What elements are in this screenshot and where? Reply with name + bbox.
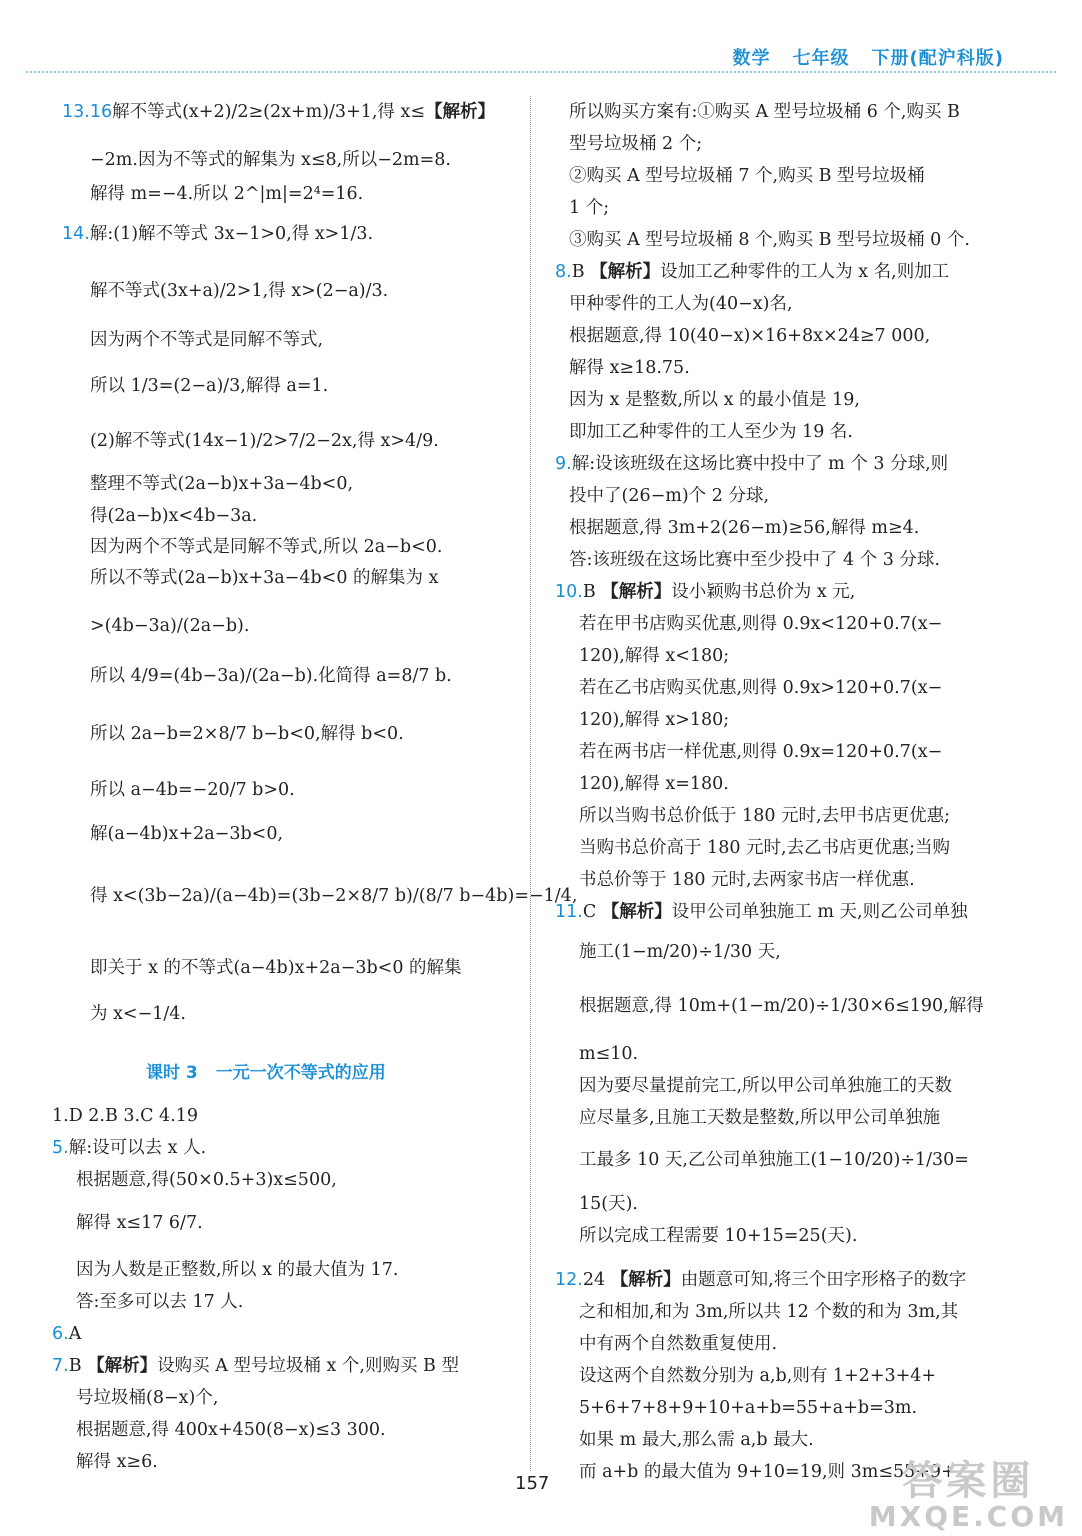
line-text: 根据题意,得 3m+2(26−m)≥56,解得 m≥4.	[569, 518, 920, 538]
line-text: 解不等式(x+2)/2≥(2x+m)/3+1,得 x≤	[112, 102, 426, 122]
line-text: 120),解得 x=180.	[579, 774, 729, 794]
section-title: 一元一次不等式的应用	[215, 1063, 386, 1083]
right-line	[569, 384, 860, 416]
line-text-cont: 设购买 A 型号垃圾桶 x 个,则购买 B 型	[157, 1356, 459, 1376]
line-text: 解得 m=−4.所以 2^|m|=2⁴=16.	[90, 184, 364, 204]
right-line	[569, 224, 970, 256]
line-text: 答:至多可以去 17 人.	[76, 1292, 244, 1312]
line-text: 若在两书店一样优惠,则得 0.9x=120+0.7(x−	[579, 742, 943, 762]
right-line	[579, 1102, 940, 1134]
right-line	[555, 1264, 966, 1296]
left-line	[90, 275, 388, 307]
analysis-tag: 【解析】	[87, 1356, 158, 1376]
line-text: C	[582, 902, 602, 922]
left-line	[76, 1164, 337, 1196]
item-number: 9.	[555, 454, 572, 474]
right-line	[579, 1360, 936, 1392]
line-text: 所以 1/3=(2−a)/3,解得 a=1.	[90, 376, 329, 396]
line-text: 得 x<(3b−2a)/(a−4b)=(3b−2×8/7 b)/(8/7 b−4b)=−1/4,	[90, 886, 578, 906]
header-volume: 下册(配沪科版)	[871, 48, 1004, 69]
right-line	[579, 936, 781, 968]
right-line	[579, 1038, 638, 1070]
line-text: 如果 m 最大,那么需 a,b 最大.	[579, 1430, 814, 1450]
left-line	[90, 425, 439, 457]
line-text: 所以 a−4b=−20/7 b>0.	[90, 780, 295, 800]
right-line	[569, 160, 925, 192]
line-text: 甲种零件的工人为(40−x)名,	[569, 294, 793, 314]
right-line	[579, 736, 942, 768]
line-text: 因为 x 是整数,所以 x 的最小值是 19,	[569, 390, 860, 410]
line-text: 应尽量多,且施工天数是整数,所以甲公司单独施	[579, 1108, 941, 1128]
right-line	[579, 864, 915, 896]
line-text: 若在乙书店购买优惠,则得 0.9x>120+0.7(x−	[579, 678, 943, 698]
line-text: 15(天).	[579, 1194, 638, 1214]
analysis-tag: 【解析】	[601, 902, 672, 922]
line-text: (2)解不等式(14x−1)/2>7/2−2x,得 x>4/9.	[90, 431, 439, 451]
right-line	[569, 480, 769, 512]
right-line	[579, 768, 729, 800]
left-line	[52, 1100, 198, 1132]
right-line	[569, 96, 960, 128]
right-line	[579, 1188, 638, 1220]
page-number: 157	[515, 1473, 550, 1494]
right-line	[579, 608, 942, 640]
right-line	[569, 416, 853, 448]
line-text-cont: 设甲公司单独施工 m 天,则乙公司单独	[671, 902, 968, 922]
right-line	[579, 1070, 952, 1102]
left-line	[62, 218, 373, 250]
line-text: B	[68, 1356, 88, 1376]
left-line	[52, 1132, 206, 1164]
line-text: 所以 4/9=(4b−3a)/(2a−b).化简得 a=8/7 b.	[90, 666, 452, 686]
left-line	[62, 96, 495, 128]
column-divider	[530, 96, 531, 1471]
line-text: 整理不等式(2a−b)x+3a−4b<0,	[90, 474, 354, 494]
right-line	[579, 1392, 917, 1424]
item-number: 10.	[555, 582, 583, 602]
right-line	[555, 448, 948, 480]
header-subject: 数学	[732, 48, 771, 69]
line-text: 所以完成工程需要 10+15=25(天).	[579, 1226, 858, 1246]
item-number: 12.	[555, 1270, 583, 1290]
line-text: 所以 2a−b=2×8/7 b−b<0,解得 b<0.	[90, 724, 404, 744]
line-text: m≤10.	[579, 1044, 639, 1064]
line-text: ②购买 A 型号垃圾桶 7 个,购买 B 型号垃圾桶	[569, 166, 925, 186]
line-text: 解得 x≥18.75.	[569, 358, 690, 378]
right-line	[569, 288, 793, 320]
line-text: 解:设该班级在这场比赛中投中了 m 个 3 分球,则	[571, 454, 949, 474]
left-line	[90, 660, 452, 692]
right-line	[569, 320, 930, 352]
left-line	[52, 1318, 81, 1350]
line-text: 工最多 10 天,乙公司单独施工(1−10/20)÷1/30=	[579, 1150, 969, 1170]
right-line	[555, 896, 968, 928]
left-line	[76, 1207, 203, 1239]
line-text: 书总价等于 180 元时,去两家书店一样优惠.	[579, 870, 915, 890]
line-text: 答:该班级在这场比赛中至少投中了 4 个 3 分球.	[569, 550, 940, 570]
left-line	[90, 718, 404, 750]
line-text: 当购书总价高于 180 元时,去乙书店更优惠;当购	[579, 838, 950, 858]
line-text: 1 个;	[569, 198, 610, 218]
line-text: 得(2a−b)x<4b−3a.	[90, 506, 258, 526]
header-grade: 七年级	[792, 48, 850, 69]
line-text-cont: 由题意可知,将三个田字形格子的数字	[680, 1270, 967, 1290]
line-text: 因为两个不等式是同解不等式,所以 2a−b<0.	[90, 537, 443, 557]
line-text: 1.D 2.B 3.C 4.19	[52, 1106, 199, 1126]
left-line	[76, 1446, 158, 1478]
line-text: 即关于 x 的不等式(a−4b)x+2a−3b<0 的解集	[90, 958, 462, 978]
item-number: 5.	[52, 1138, 69, 1158]
right-line	[579, 640, 729, 672]
watermark-line2: MXQE.COM	[868, 1500, 1068, 1533]
left-line	[90, 818, 283, 850]
line-text: 若在甲书店购买优惠,则得 0.9x<120+0.7(x−	[579, 614, 943, 634]
page-header	[711, 44, 1004, 70]
analysis-tag: 【解析】	[425, 102, 496, 122]
item-number: 8.	[555, 262, 572, 282]
item-number: 11.	[555, 902, 583, 922]
line-text: 型号垃圾桶 2 个;	[569, 134, 703, 154]
right-line	[569, 128, 702, 160]
left-line	[76, 1254, 398, 1286]
right-line	[579, 672, 942, 704]
section-label: 课时 3	[146, 1063, 198, 1083]
line-text: B	[571, 262, 591, 282]
right-line	[569, 352, 690, 384]
line-text-cont: 设加工乙种零件的工人为 x 名,则加工	[660, 262, 950, 282]
left-line	[90, 952, 462, 984]
watermark-line1: 答案圈	[902, 1458, 1035, 1504]
line-text: 解得 x≤17 6/7.	[76, 1213, 203, 1233]
line-text: ③购买 A 型号垃圾桶 8 个,购买 B 型号垃圾桶 0 个.	[569, 230, 970, 250]
header-divider	[26, 71, 1056, 73]
left-line	[90, 562, 438, 594]
line-text: −2m.因为不等式的解集为 x≤8,所以−2m=8.	[90, 150, 451, 170]
line-text: 所以购买方案有:①购买 A 型号垃圾桶 6 个,购买 B	[569, 102, 960, 122]
line-text: 根据题意,得 400x+450(8−x)≤3 300.	[76, 1420, 386, 1440]
line-text: 为 x<−1/4.	[90, 1004, 186, 1024]
left-line	[90, 880, 577, 912]
line-text: 120),解得 x>180;	[579, 710, 730, 730]
right-line	[555, 576, 855, 608]
line-text: 号垃圾桶(8−x)个,	[76, 1388, 219, 1408]
right-line	[569, 544, 940, 576]
line-text: 设这两个自然数分别为 a,b,则有 1+2+3+4+	[579, 1366, 937, 1386]
line-text: 解不等式(3x+a)/2>1,得 x>(2−a)/3.	[90, 281, 389, 301]
line-text: B	[582, 582, 602, 602]
line-text: 解得 x≥6.	[76, 1452, 158, 1472]
left-line	[90, 324, 323, 356]
left-line	[90, 531, 442, 563]
line-text: >(4b−3a)/(2a−b).	[90, 616, 250, 636]
line-text: 因为两个不等式是同解不等式,	[90, 330, 324, 350]
analysis-tag: 【解析】	[610, 1270, 681, 1290]
right-line	[569, 192, 609, 224]
line-text: 根据题意,得(50×0.5+3)x≤500,	[76, 1170, 337, 1190]
right-line	[579, 1296, 958, 1328]
watermark-logo	[869, 1460, 1068, 1532]
right-line	[579, 1424, 814, 1456]
right-line	[579, 990, 984, 1022]
line-text: 所以不等式(2a−b)x+3a−4b<0 的解集为 x	[90, 568, 439, 588]
left-line	[76, 1382, 218, 1414]
line-text: 中有两个自然数重复使用.	[579, 1334, 778, 1354]
item-number: 13.16	[62, 102, 113, 122]
right-line	[579, 800, 950, 832]
line-text: 根据题意,得 10(40−x)×16+8x×24≥7 000,	[569, 326, 931, 346]
left-line	[90, 500, 257, 532]
line-text: 解(a−4b)x+2a−3b<0,	[90, 824, 284, 844]
line-text: 而 a+b 的最大值为 9+10=19,则 3m≤55+9+	[579, 1462, 956, 1482]
right-line	[579, 704, 729, 736]
line-text: 投中了(26−m)个 2 分球,	[569, 486, 770, 506]
right-line	[555, 256, 949, 288]
line-text: 120),解得 x<180;	[579, 646, 730, 666]
left-line	[76, 1414, 386, 1446]
section-heading	[146, 1058, 386, 1083]
left-line	[90, 998, 186, 1030]
item-number: 6.	[52, 1324, 69, 1344]
line-text: 因为要尽量提前完工,所以甲公司单独施工的天数	[579, 1076, 953, 1096]
line-text: 5+6+7+8+9+10+a+b=55+a+b=3m.	[579, 1398, 918, 1418]
line-text: 之和相加,和为 3m,所以共 12 个数的和为 3m,其	[579, 1302, 959, 1322]
line-text: 所以当购书总价低于 180 元时,去甲书店更优惠;	[579, 806, 950, 826]
line-text: 解:设可以去 x 人.	[68, 1138, 207, 1158]
line-text: 解:(1)解不等式 3x−1>0,得 x>1/3.	[89, 224, 374, 244]
left-line	[76, 1286, 243, 1318]
analysis-tag: 【解析】	[601, 582, 672, 602]
item-number: 14.	[62, 224, 90, 244]
left-line	[90, 774, 295, 806]
line-text: 因为人数是正整数,所以 x 的最大值为 17.	[76, 1260, 399, 1280]
left-line	[90, 144, 451, 176]
left-line	[90, 178, 363, 210]
right-line	[579, 832, 950, 864]
line-text-cont: 设小颖购书总价为 x 元,	[671, 582, 856, 602]
right-line	[579, 1328, 777, 1360]
left-line	[52, 1350, 459, 1382]
line-text: 根据题意,得 10m+(1−m/20)÷1/30×6≤190,解得	[579, 996, 984, 1016]
line-text: A	[68, 1324, 82, 1344]
line-text: 24	[582, 1270, 611, 1290]
right-line	[579, 1144, 969, 1176]
right-line	[579, 1220, 857, 1252]
right-line	[569, 512, 919, 544]
left-line	[90, 370, 328, 402]
line-text: 即加工乙种零件的工人至少为 19 名.	[569, 422, 853, 442]
item-number: 7.	[52, 1356, 69, 1376]
line-text: 施工(1−m/20)÷1/30 天,	[579, 942, 781, 962]
analysis-tag: 【解析】	[590, 262, 661, 282]
left-line	[90, 610, 249, 642]
left-line	[90, 468, 353, 500]
